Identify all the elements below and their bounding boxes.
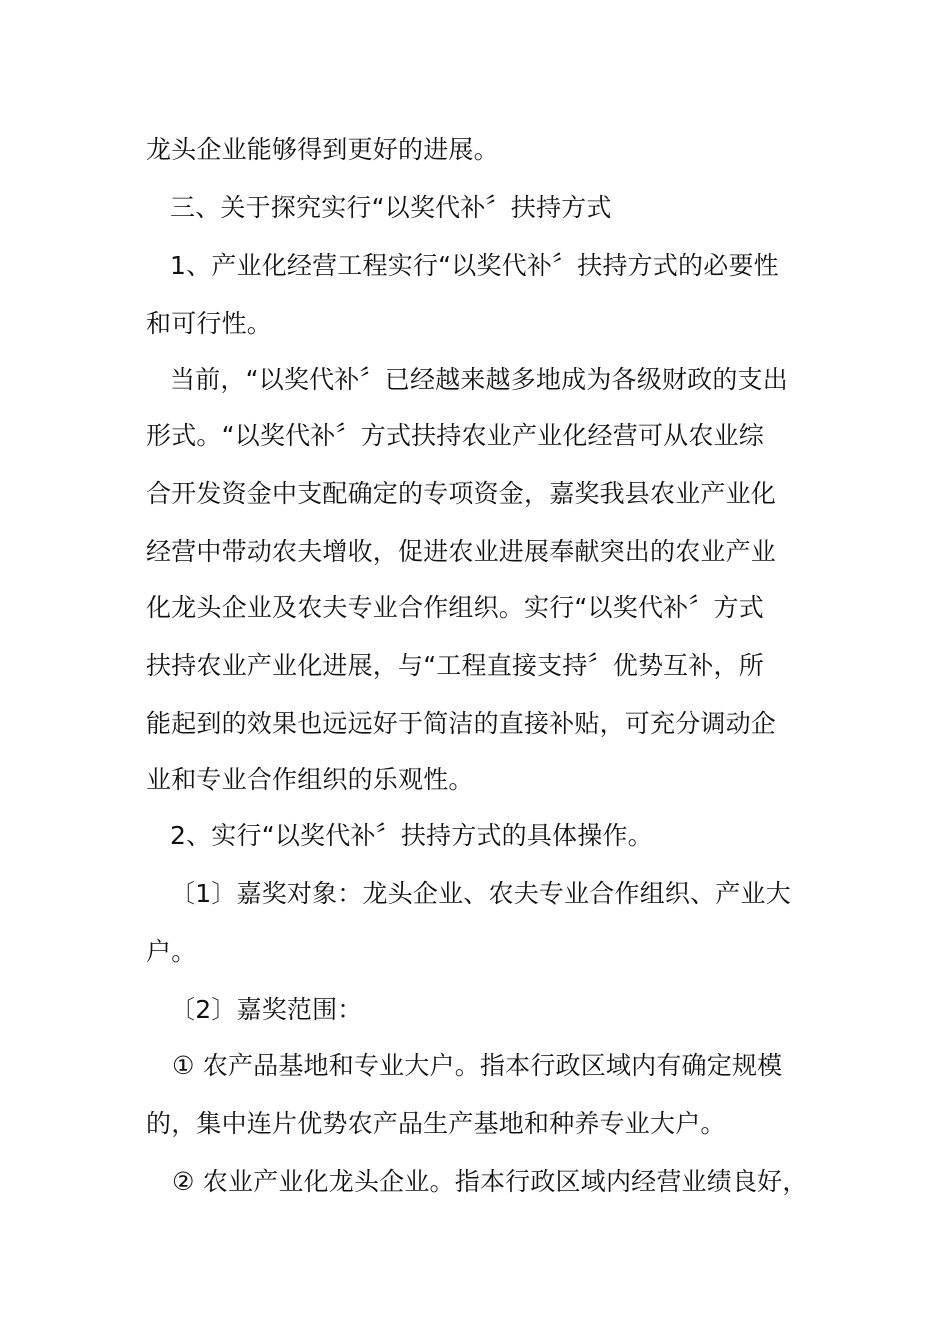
- text-line: 形式。“以奖代补〞方式扶持农业产业化经营可从农业综: [146, 421, 764, 450]
- text-line: 合开发资金中支配确定的专项资金，嘉奖我县农业产业化: [146, 479, 777, 508]
- text-line: 经营中带动农夫增收，促进农业进展奉献突出的农业产业: [146, 537, 777, 566]
- text-line: 当前，“以奖代补〞已经越来越多地成为各级财政的支出: [170, 365, 788, 394]
- text-line: 业和专业合作组织的乐观性。: [146, 765, 474, 794]
- text-line: 的，集中连片优势农产品生产基地和种养专业大户。: [146, 1109, 726, 1138]
- text-line: 能起到的效果也远远好于简洁的直接补贴，可充分调动企: [146, 709, 777, 738]
- text-line: 扶持农业产业化进展，与“工程直接支持〞优势互补，所: [146, 651, 764, 680]
- list-item: ① 农产品基地和专业大户。指本行政区域内有确定规模: [172, 1051, 783, 1080]
- list-item: 〔1〕嘉奖对象：龙头企业、农夫专业合作组织、产业大: [170, 879, 791, 908]
- list-item: ② 农业产业化龙头企业。指本行政区域内经营业绩良好，: [172, 1167, 808, 1196]
- list-item: 〔2〕嘉奖范围：: [170, 995, 363, 1024]
- text-line: 化龙头企业及农夫专业合作组织。实行“以奖代补〞方式: [146, 593, 764, 622]
- text-line: 户。: [146, 937, 197, 966]
- section-heading: 三、关于探究实行“以奖代补〞扶持方式: [170, 193, 612, 222]
- text-line: 龙头企业能够得到更好的进展。: [146, 135, 499, 164]
- text-line: 和可行性。: [146, 309, 273, 338]
- subsection-heading: 2、实行“以奖代补〞扶持方式的具体操作。: [170, 821, 653, 850]
- subsection-heading: 1、产业化经营工程实行“以奖代补〞扶持方式的必要性: [170, 251, 779, 280]
